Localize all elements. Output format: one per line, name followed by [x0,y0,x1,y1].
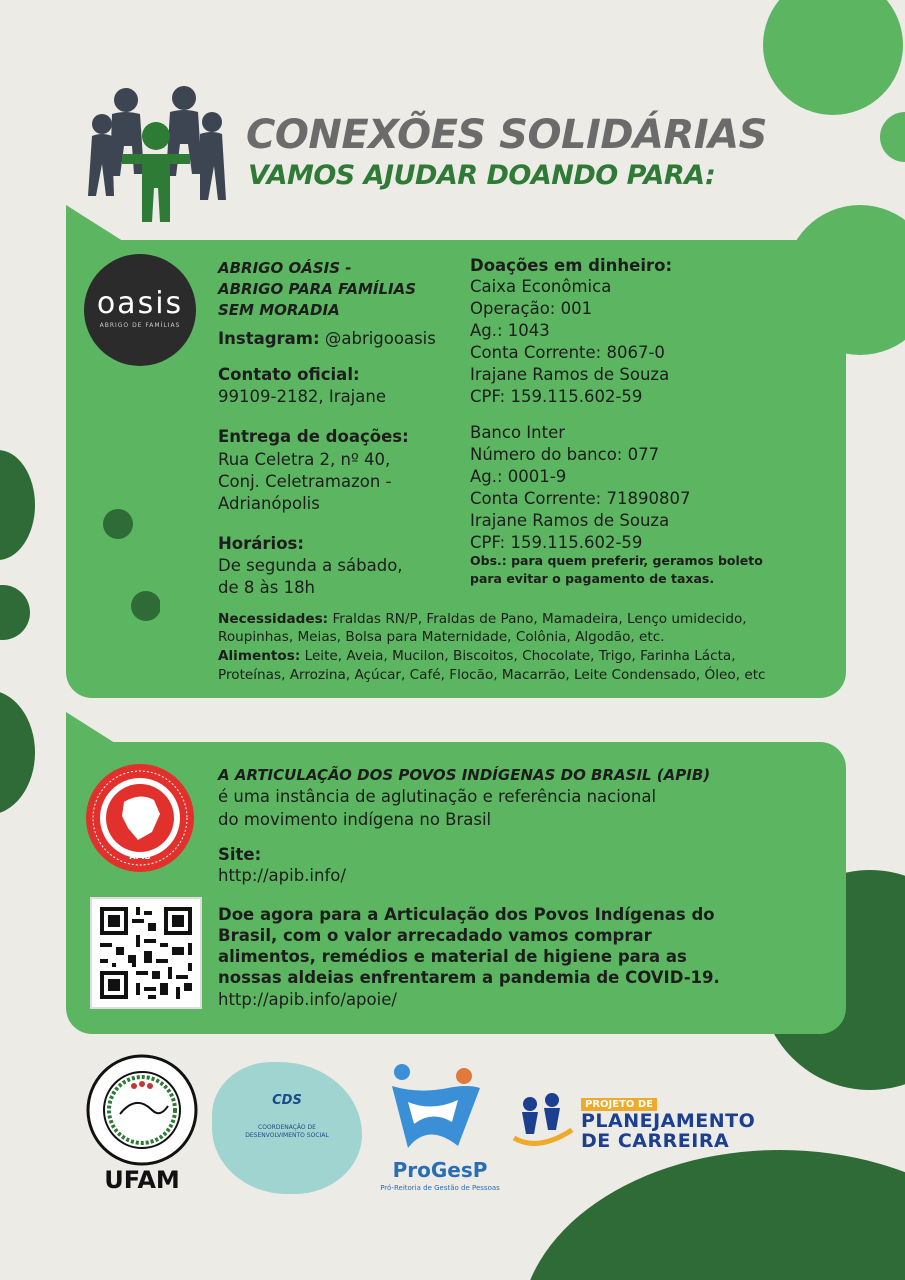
qr-code[interactable] [90,897,202,1009]
donate-url[interactable]: http://apib.info/apoie/ [218,990,397,1009]
needs-line-1 [218,610,747,629]
oasis-logo-text: oasis [96,286,184,321]
hours-line-1: De segunda a sábado, [218,556,403,575]
projeto-line-2: DE CARREIRA [581,1130,730,1152]
delivery-line-1: Rua Celetra 2, nº 40, [218,450,391,469]
decor-circle-top-right [763,0,903,115]
bank1-line-3: Ag.: 1043 [470,321,550,340]
bank2-line-4: Conta Corrente: 71890807 [470,489,691,508]
needs-text-1: Fraldas RN/P, Fraldas de Pano, Mamadeira, Lenço umidecido, [332,611,747,627]
bank1-line-4: Conta Corrente: 8067-0 [470,343,665,362]
oasis-name-2: ABRIGO PARA FAMÍLIAS [218,280,417,298]
page-title: CONEXÕES SOLIDÁRIAS [246,112,767,158]
donate-line-3: alimentos, remédios e material de higiene para as [218,947,687,966]
bank2-line-6: CPF: 159.115.602-59 [470,533,643,552]
site-label: Site: [218,845,262,864]
contact-label: Contato oficial: [218,365,360,384]
food-line-1 [218,647,736,666]
decor-circle-left-2 [0,585,30,640]
oasis-name-1: ABRIGO OÁSIS - [218,259,352,277]
decor-circle-left-3 [0,690,35,815]
decor-circle-bottom-right [520,1150,905,1280]
ufam-seal [86,1054,198,1166]
cds-sub-1: COORDENAÇÃO DE [258,1124,316,1131]
delivery-line-2: Conj. Celetramazon - [218,472,392,491]
apib-desc-2: do movimento indígena no Brasil [218,810,492,829]
instagram-line [218,328,436,350]
food-text-1: Leite, Aveia, Mucilon, Biscoitos, Chocolate, Trigo, Farinha Lácta, [304,648,736,664]
bank2-line-5: Irajane Ramos de Souza [470,511,670,530]
bank2-line-3: Ag.: 0001-9 [470,467,567,486]
food-label: Alimentos: [218,648,301,664]
carreira-icon [508,1090,578,1150]
cds-sub-2: DESENVOLVIMENTO SOCIAL [245,1132,329,1139]
donate-line-2: Brasil, com o valor arrecadado vamos comprar [218,926,652,945]
needs-label: Necessidades: [218,611,329,627]
progesp-label: ProGesP [392,1158,488,1182]
decor-circle-left-1 [0,450,35,560]
decor-circle-right-small [880,112,905,162]
ufam-label: UFAM [104,1166,180,1194]
oasis-logo-sub: ABRIGO DE FAMÍLIAS [99,322,181,329]
apib-name: A ARTICULAÇÃO DOS POVOS INDÍGENAS DO BRASIL (APIB) [218,766,711,784]
food-text-2: Proteínas, Arrozina, Açúcar, Café, Flocão, Macarrão, Leite Condensado, Óleo, etc [218,667,766,683]
progesp-sub: Pró-Reitoria de Gestão de Pessoas [380,1184,500,1192]
page-subtitle: VAMOS AJUDAR DOANDO PARA: [248,160,716,191]
qr-code-pattern [92,899,200,1007]
instagram-value: @abrigooasis [324,329,436,348]
delivery-label: Entrega de doações: [218,427,409,446]
donate-line-4: nossas aldeias enfrentarem a pandemia de COVID-19. [218,968,720,987]
obs-line-2: para evitar o pagamento de taxas. [470,571,715,586]
cds-label: CDS [272,1093,302,1108]
bank1-line-5: Irajane Ramos de Souza [470,365,670,384]
bank2-line-2: Número do banco: 077 [470,445,660,464]
bank1-line-2: Operação: 001 [470,299,593,318]
hours-line-2: de 8 às 18h [218,578,316,597]
apib-desc-1: é uma instância de aglutinação e referência nacional [218,787,657,806]
bank1-line-6: CPF: 159.115.602-59 [470,387,643,406]
donate-line-1: Doe agora para a Articulação dos Povos Indígenas do [218,905,715,924]
apib-logo-bottom: APIB [129,852,151,861]
site-url[interactable]: http://apib.info/ [218,866,346,885]
needs-text-2: Roupinhas, Meias, Bolsa para Maternidade, Colônia, Algodão, etc. [218,629,665,645]
card-tail-1-bottom [100,490,160,640]
obs-line-1: Obs.: para quem preferir, geramos boleto [470,553,763,568]
bank2-line-1: Banco Inter [470,423,566,442]
hours-label: Horários: [218,534,304,553]
money-label: Doações em dinheiro: [470,256,673,275]
instagram-label: Instagram: [218,329,320,348]
bank1-line-1: Caixa Econômica [470,277,612,296]
projeto-tag: PROJETO DE [581,1098,657,1111]
projeto-line-1: PLANEJAMENTO [581,1110,756,1132]
oasis-name-3: SEM MORADIA [218,301,340,319]
progesp-icon [388,1062,484,1152]
contact-value: 99109-2182, Irajane [218,387,386,406]
delivery-line-3: Adrianópolis [218,494,320,513]
people-circle-icon [84,84,228,222]
